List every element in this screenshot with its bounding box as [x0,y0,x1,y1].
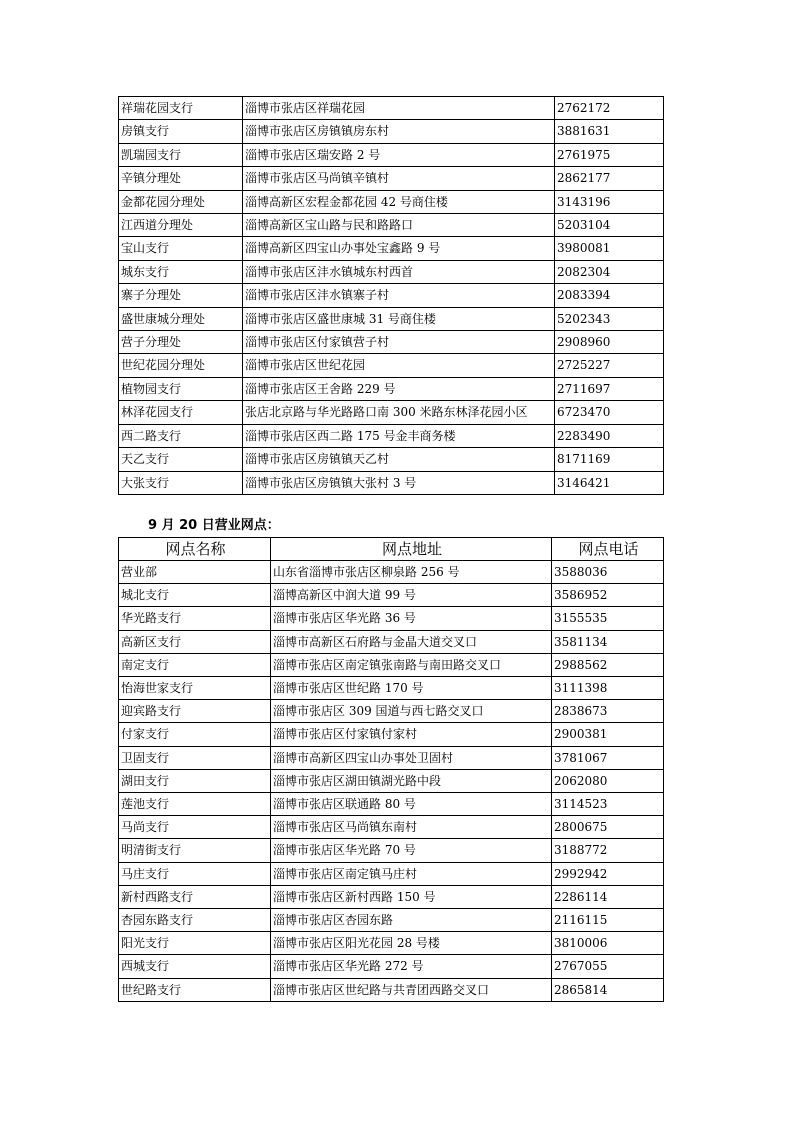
table-row [119,424,664,447]
table-row [119,354,664,377]
table-row [119,677,664,700]
cell-branch-name: 付家支行 [119,723,271,746]
cell-branch-name: 华光路支行 [119,607,271,630]
table-row [119,885,664,908]
cell-branch-address: 淄博市张店区南定镇马庄村 [271,862,552,885]
cell-branch-name: 西二路支行 [119,424,243,447]
cell-branch-name: 马尚支行 [119,816,271,839]
cell-branch-phone: 2908960 [555,331,664,354]
table-row [119,401,664,424]
cell-branch-address: 山东省淄博市张店区柳泉路 256 号 [271,561,552,584]
cell-branch-address: 淄博高新区宏程金都花园 42 号商住楼 [243,190,555,213]
cell-branch-phone: 8171169 [555,448,664,471]
cell-branch-phone: 5203104 [555,214,664,237]
cell-branch-name: 寨子分理处 [119,284,243,307]
cell-branch-phone: 2761975 [555,143,664,166]
header-branch-phone: 网点电话 [552,538,664,561]
table-row [119,377,664,400]
cell-branch-phone: 3781067 [552,746,664,769]
branch-table-2 [118,537,664,1002]
branch-table-1 [118,96,664,495]
cell-branch-address: 淄博市张店区沣水镇寨子村 [243,284,555,307]
table-row [119,700,664,723]
cell-branch-name: 卫固支行 [119,746,271,769]
table-row [119,561,664,584]
cell-branch-phone: 3980081 [555,237,664,260]
cell-branch-name: 金都花园分理处 [119,190,243,213]
cell-branch-name: 世纪花园分理处 [119,354,243,377]
cell-branch-name: 宝山支行 [119,237,243,260]
cell-branch-address: 淄博市张店区房镇镇房东村 [243,120,555,143]
cell-branch-address: 淄博市张店区湖田镇湖光路中段 [271,769,552,792]
cell-branch-address: 淄博市张店区盛世康城 31 号商住楼 [243,307,555,330]
table-row [119,190,664,213]
cell-branch-phone: 2992942 [552,862,664,885]
cell-branch-address: 淄博高新区中润大道 99 号 [271,584,552,607]
section-title: 9 月 20 日营业网点： [148,518,280,533]
cell-branch-phone: 3188772 [552,839,664,862]
header-branch-name: 网点名称 [119,538,271,561]
cell-branch-name: 西城支行 [119,955,271,978]
cell-branch-name: 世纪路支行 [119,978,271,1001]
table-row [119,237,664,260]
table-row [119,331,664,354]
cell-branch-phone: 2725227 [555,354,664,377]
cell-branch-phone: 3810006 [552,932,664,955]
cell-branch-name: 阳光支行 [119,932,271,955]
cell-branch-name: 湖田支行 [119,769,271,792]
cell-branch-address: 淄博市张店区南定镇张南路与南田路交叉口 [271,653,552,676]
cell-branch-name: 马庄支行 [119,862,271,885]
cell-branch-address: 淄博市张店区沣水镇城东村西首 [243,260,555,283]
cell-branch-name: 辛镇分理处 [119,167,243,190]
cell-branch-name: 祥瑞花园支行 [119,97,243,120]
cell-branch-address: 淄博市张店区马尚镇辛镇村 [243,167,555,190]
cell-branch-phone: 2762172 [555,97,664,120]
cell-branch-name: 明清街支行 [119,839,271,862]
cell-branch-phone: 3114523 [552,793,664,816]
table-row [119,584,664,607]
table-row [119,607,664,630]
table-row [119,307,664,330]
cell-branch-address: 淄博高新区宝山路与民和路路口 [243,214,555,237]
cell-branch-phone: 2767055 [552,955,664,978]
table-row [119,448,664,471]
cell-branch-address: 淄博市张店区 309 国道与西七路交叉口 [271,700,552,723]
table-row [119,167,664,190]
cell-branch-name: 植物园支行 [119,377,243,400]
cell-branch-address: 张店北京路与华光路路口南 300 米路东林泽花园小区 [243,401,555,424]
cell-branch-phone: 2283490 [555,424,664,447]
cell-branch-phone: 3588036 [552,561,664,584]
cell-branch-phone: 2083394 [555,284,664,307]
cell-branch-name: 营业部 [119,561,271,584]
table-row [119,723,664,746]
cell-branch-phone: 2865814 [552,978,664,1001]
table-row [119,816,664,839]
cell-branch-phone: 2286114 [552,885,664,908]
cell-branch-phone: 3146421 [555,471,664,494]
table-row [119,284,664,307]
cell-branch-phone: 2800675 [552,816,664,839]
table-header-row [119,538,664,561]
cell-branch-name: 迎宾路支行 [119,700,271,723]
cell-branch-address: 淄博市张店区世纪路 170 号 [271,677,552,700]
table-row [119,471,664,494]
cell-branch-phone: 2116115 [552,909,664,932]
cell-branch-name: 莲池支行 [119,793,271,816]
cell-branch-name: 南定支行 [119,653,271,676]
cell-branch-address: 淄博市张店区马尚镇东南村 [271,816,552,839]
cell-branch-name: 城北支行 [119,584,271,607]
table-row [119,214,664,237]
cell-branch-phone: 2062080 [552,769,664,792]
table-row [119,746,664,769]
cell-branch-address: 淄博市张店区世纪花园 [243,354,555,377]
cell-branch-address: 淄博市张店区房镇镇天乙村 [243,448,555,471]
cell-branch-phone: 3143196 [555,190,664,213]
cell-branch-address: 淄博市张店区联通路 80 号 [271,793,552,816]
cell-branch-address: 淄博高新区四宝山办事处宝鑫路 9 号 [243,237,555,260]
cell-branch-name: 盛世康城分理处 [119,307,243,330]
table-row [119,630,664,653]
cell-branch-address: 淄博市张店区杏园东路 [271,909,552,932]
branch-table-2-body [119,561,664,1002]
table-row [119,839,664,862]
cell-branch-name: 林泽花园支行 [119,401,243,424]
cell-branch-phone: 2838673 [552,700,664,723]
table-row [119,932,664,955]
table-row [119,120,664,143]
table-row [119,769,664,792]
cell-branch-phone: 2988562 [552,653,664,676]
cell-branch-name: 天乙支行 [119,448,243,471]
header-branch-address: 网点地址 [271,538,552,561]
cell-branch-phone: 3581134 [552,630,664,653]
cell-branch-address: 淄博市张店区祥瑞花园 [243,97,555,120]
cell-branch-address: 淄博市张店区华光路 70 号 [271,839,552,862]
cell-branch-name: 新村西路支行 [119,885,271,908]
cell-branch-phone: 2082304 [555,260,664,283]
cell-branch-phone: 3881631 [555,120,664,143]
cell-branch-name: 城东支行 [119,260,243,283]
cell-branch-address: 淄博市张店区房镇镇大张村 3 号 [243,471,555,494]
cell-branch-address: 淄博市张店区华光路 36 号 [271,607,552,630]
table-row [119,793,664,816]
table-row [119,978,664,1001]
cell-branch-address: 淄博市张店区瑞安路 2 号 [243,143,555,166]
cell-branch-address: 淄博市高新区四宝山办事处卫固村 [271,746,552,769]
cell-branch-name: 杏园东路支行 [119,909,271,932]
cell-branch-phone: 5202343 [555,307,664,330]
cell-branch-address: 淄博市张店区王舍路 229 号 [243,377,555,400]
cell-branch-phone: 2862177 [555,167,664,190]
table-row [119,955,664,978]
cell-branch-phone: 6723470 [555,401,664,424]
cell-branch-address: 淄博市张店区付家镇付家村 [271,723,552,746]
table-row [119,653,664,676]
table-row [119,260,664,283]
cell-branch-address: 淄博市张店区阳光花园 28 号楼 [271,932,552,955]
cell-branch-address: 淄博市张店区付家镇营子村 [243,331,555,354]
cell-branch-phone: 3586952 [552,584,664,607]
cell-branch-name: 房镇支行 [119,120,243,143]
cell-branch-address: 淄博市张店区新村西路 150 号 [271,885,552,908]
table-row [119,143,664,166]
cell-branch-name: 高新区支行 [119,630,271,653]
cell-branch-name: 凯瑞园支行 [119,143,243,166]
cell-branch-name: 怡海世家支行 [119,677,271,700]
cell-branch-address: 淄博市张店区西二路 175 号金丰商务楼 [243,424,555,447]
cell-branch-phone: 2900381 [552,723,664,746]
cell-branch-name: 江西道分理处 [119,214,243,237]
cell-branch-address: 淄博市张店区华光路 272 号 [271,955,552,978]
cell-branch-name: 大张支行 [119,471,243,494]
cell-branch-phone: 3155535 [552,607,664,630]
cell-branch-address: 淄博市张店区世纪路与共青团西路交叉口 [271,978,552,1001]
table-row [119,909,664,932]
branch-table-1-body [119,97,664,495]
cell-branch-address: 淄博市高新区石府路与金晶大道交叉口 [271,630,552,653]
cell-branch-phone: 2711697 [555,377,664,400]
cell-branch-phone: 3111398 [552,677,664,700]
cell-branch-name: 营子分理处 [119,331,243,354]
table-row [119,862,664,885]
table-row [119,97,664,120]
